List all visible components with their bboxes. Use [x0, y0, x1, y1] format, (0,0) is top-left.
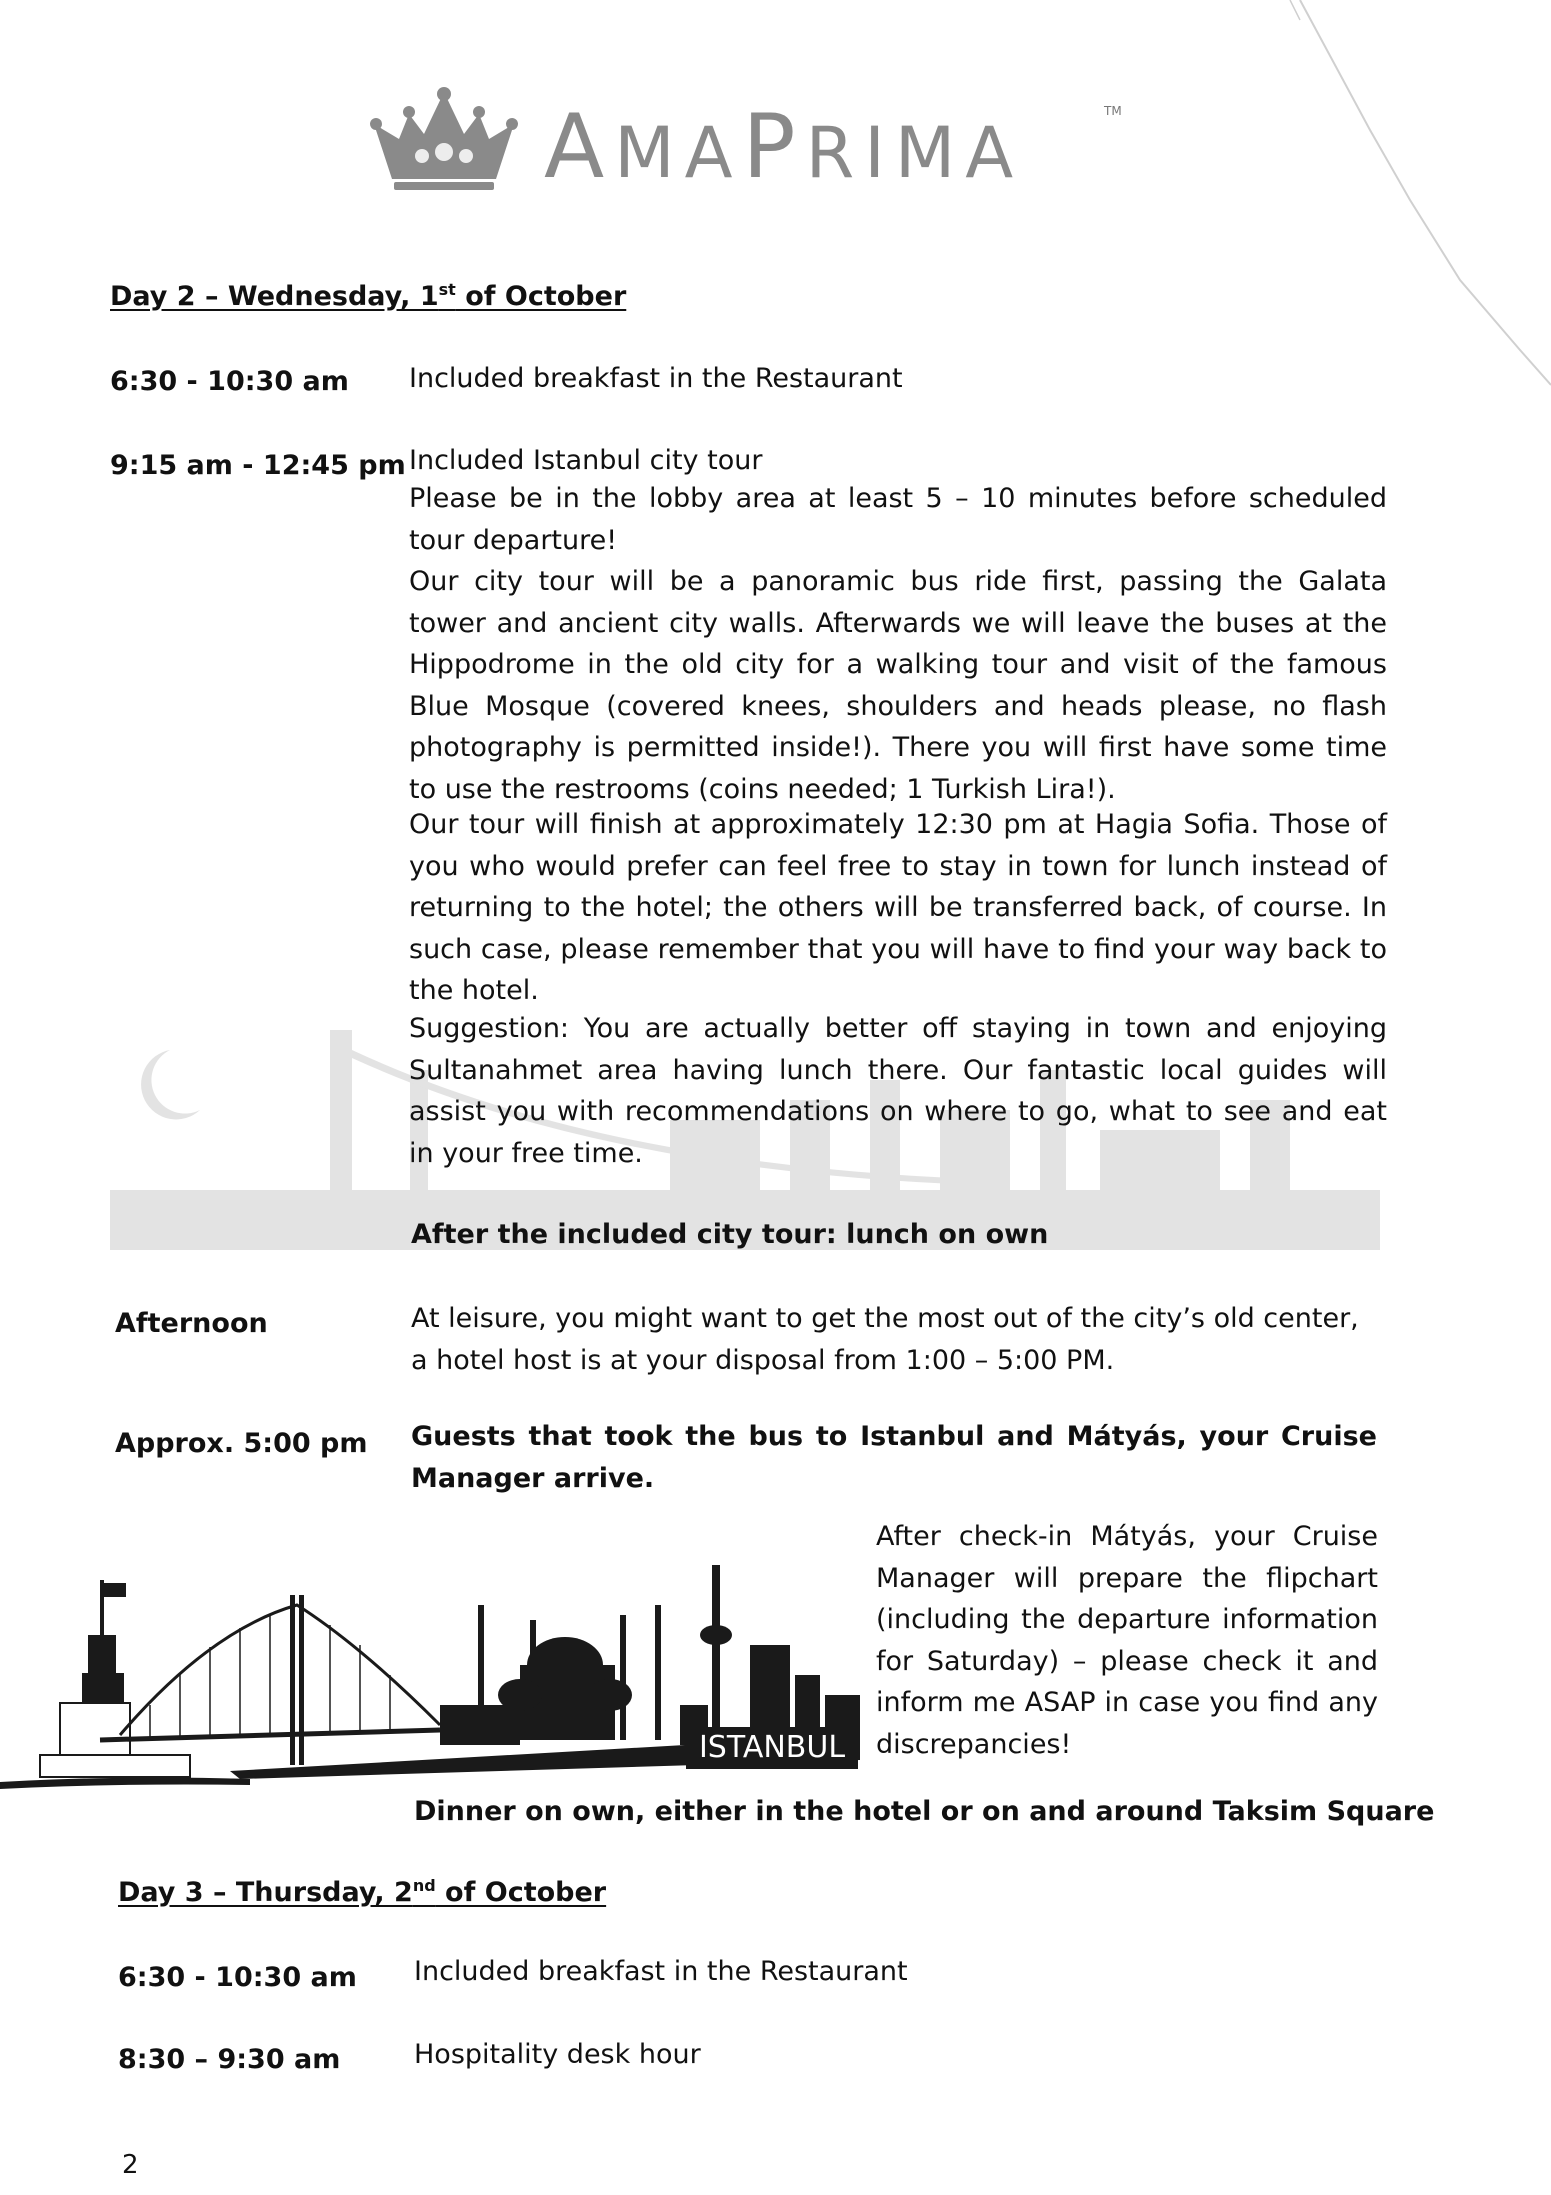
day2-evening-time: Approx. 5:00 pm	[115, 1428, 368, 1459]
day2-dinner-note: Dinner on own, either in the hotel or on and around Taksim Square	[414, 1796, 1435, 1827]
brand-name	[544, 92, 1023, 208]
day2-heading-prefix: Day 2 – Wednesday, 1	[110, 281, 439, 312]
day3-breakfast-text: Included breakfast in the Restaurant	[414, 1956, 908, 1987]
day3-heading-prefix: Day 3 – Thursday, 2	[118, 1877, 413, 1908]
day2-evening-arrival: Guests that took the bus to Istanbul and Mátyás, your Cruise Manager arrive.	[411, 1421, 1377, 1494]
day3-hospitality-time: 8:30 – 9:30 am	[118, 2044, 341, 2075]
brand-initial-p: P	[742, 95, 806, 198]
day2-city-tour-para3: Our tour will finish at approximately 12:30 pm at Hagia Sofia. Those of you who would prefer can feel free to stay in town for lunch instead of returning to the hotel; the others will be transferred back, of course. In such case, please remember that you will have to find your way back to the hotel.	[409, 809, 1387, 1006]
trademark-mark: TM	[1104, 104, 1122, 118]
day3-heading-suffix: of October	[435, 1877, 607, 1908]
day3-hospitality-text: Hospitality desk hour	[414, 2039, 701, 2070]
day2-afternoon-time: Afternoon	[115, 1308, 268, 1339]
day2-city-tour-para2: Our city tour will be a panoramic bus ride first, passing the Galata tower and ancient city walls. Afterwards we will leave the buses at the Hippodrome in the old city for a walking tour and visit of the famous Blue Mosque (covered knees, shoulders and heads please, no flash photography is permitted inside!). There you will first have some time to use the restrooms (coins needed; 1 Turkish Lira!).	[409, 566, 1387, 805]
day2-city-tour-title: Included Istanbul city tour	[409, 445, 763, 476]
day2-breakfast-text: Included breakfast in the Restaurant	[409, 363, 903, 394]
brand-initial-a: A	[544, 95, 615, 198]
day2-city-tour-time: 9:15 am - 12:45 pm	[110, 450, 406, 481]
istanbul-label: ISTANBUL	[686, 1727, 858, 1769]
day2-evening-text: After check-in Mátyás, your Cruise Manager will prepare the flipchart (including the departure information for Saturday) – please check it and inform me ASAP in case you find any discrepancies!	[876, 1521, 1378, 1760]
crown-icon	[364, 84, 524, 194]
brand-part2: RIMA	[805, 112, 1024, 194]
page-number: 2	[122, 2150, 139, 2180]
day3-heading-ordinal: nd	[412, 1876, 436, 1895]
day3-breakfast-time: 6:30 - 10:30 am	[118, 1962, 357, 1993]
brand-logo	[364, 84, 1164, 198]
day3-heading	[118, 1876, 606, 1908]
day2-heading-ordinal: st	[438, 280, 456, 299]
day2-heading	[110, 280, 626, 312]
brand-part1: MA	[614, 112, 743, 194]
day2-afternoon-text: At leisure, you might want to get the most out of the city’s old center, a hotel host is at your disposal from 1:00 – 5:00 PM.	[411, 1303, 1359, 1376]
day2-lunch-note: After the included city tour: lunch on own	[411, 1219, 1049, 1250]
day2-heading-suffix: of October	[455, 281, 627, 312]
day2-city-tour-para4: Suggestion: You are actually better off staying in town and enjoying Sultanahmet area having lunch there. Our fantastic local guides will assist you with recommendations on where to go, what to see and eat in your free time.	[409, 1013, 1387, 1169]
day2-breakfast-time: 6:30 - 10:30 am	[110, 366, 349, 397]
day2-city-tour-para1: Please be in the lobby area at least 5 – 10 minutes before scheduled tour departure!	[409, 483, 1387, 556]
